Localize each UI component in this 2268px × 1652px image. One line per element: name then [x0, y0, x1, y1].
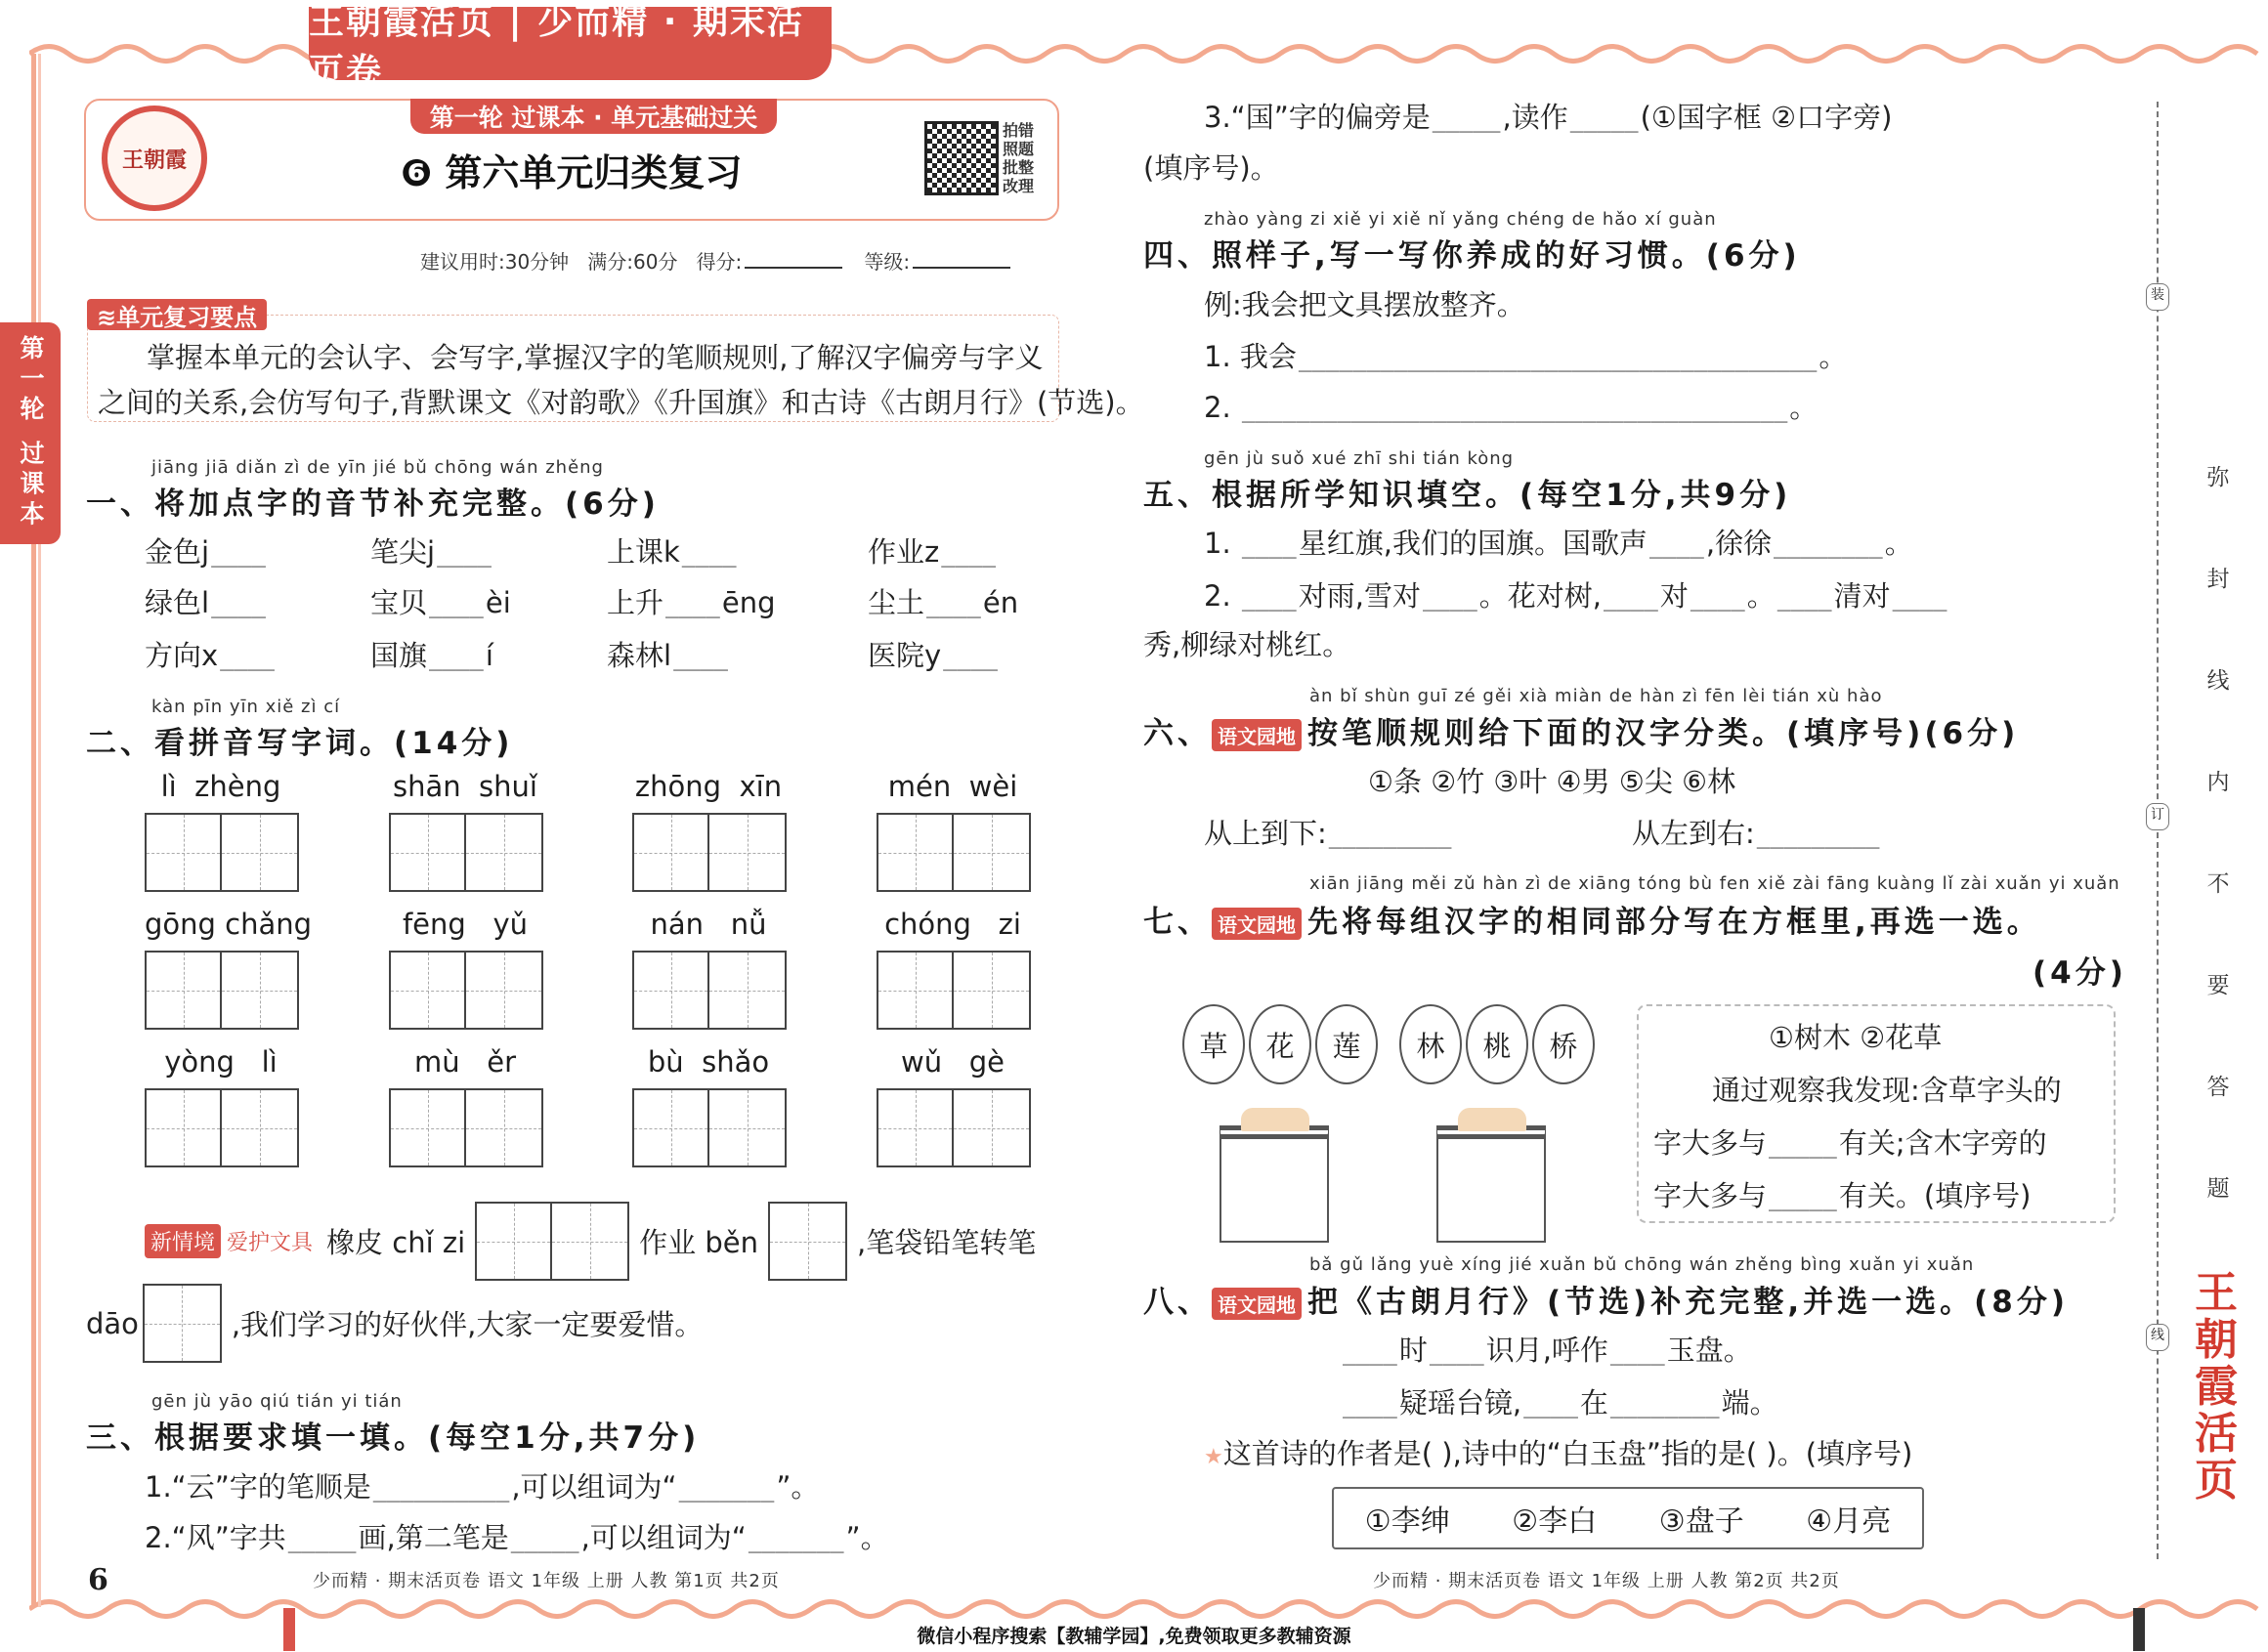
- s5-line-2: [1204, 574, 1948, 614]
- text-segment: (①国字框 ②口字旁): [1640, 101, 1893, 134]
- grid-cell[interactable]: [878, 815, 954, 890]
- text-segment: 端。: [1721, 1386, 1778, 1419]
- binding-mark-1: 装: [2146, 283, 2169, 311]
- answer-grid[interactable]: [877, 1088, 1031, 1167]
- grid-cell[interactable]: [147, 815, 222, 890]
- brand-logo: 王朝霞: [102, 106, 207, 211]
- text-segment: 2.: [1204, 579, 1240, 613]
- text-segment: 金色j: [145, 535, 210, 569]
- answer-blank[interactable]: ____: [220, 645, 276, 671]
- grid-cell[interactable]: [634, 815, 709, 890]
- text-segment: 画,第二笔是: [358, 1521, 509, 1554]
- pinyin-fill-item: [868, 581, 1018, 621]
- grid-cell[interactable]: [391, 953, 466, 1028]
- s7-heading: 先将每组汉字的相同部分写在方框里,再选一选。: [1307, 905, 2041, 940]
- answer-grid[interactable]: [389, 951, 543, 1030]
- answer-blank[interactable]: ____: [1241, 585, 1297, 612]
- s4-heading: 四、照样子,写一写你养成的好习惯。(6分): [1143, 238, 1801, 274]
- answer-blank[interactable]: _____: [1769, 1185, 1837, 1211]
- s6-options: ①条 ②竹 ③叶 ④男 ⑤尖 ⑥林: [1368, 765, 1736, 798]
- balloon: 林: [1399, 1004, 1462, 1084]
- balloon: 花: [1249, 1004, 1311, 1084]
- new-context-badge: 新情境: [145, 1224, 221, 1258]
- grid-cell[interactable]: [466, 1090, 541, 1165]
- bottom-note: 微信小程序搜索【教辅学园】,免费领取更多教辅资源: [917, 1626, 1351, 1647]
- footer-right: 少而精 · 期末活页卷 语文 1年级 上册 人教 第2页 共2页: [1373, 1571, 1840, 1591]
- balloon: 莲: [1315, 1004, 1378, 1084]
- text-segment: 字大多与: [1653, 1126, 1768, 1160]
- s3-pinyin: gēn jù yāo qiú tián yi tián: [151, 1391, 403, 1412]
- poem-line-1: [1341, 1329, 1752, 1369]
- answer-blank[interactable]: ____: [1604, 585, 1658, 612]
- text-segment: 对雨,雪对: [1298, 579, 1421, 613]
- binding-mark-3: 线: [2146, 1324, 2169, 1351]
- context-c: ,笔袋铅笔转笔: [857, 1226, 1037, 1259]
- answer-blank[interactable]: ____: [1343, 1339, 1397, 1366]
- s2-pinyin: kàn pīn yīn xiě zì cí: [151, 697, 341, 717]
- word-pinyin: yòng lì: [164, 1045, 278, 1079]
- s5-heading: 五、根据所学知识填空。(每空1分,共9分): [1143, 478, 1792, 513]
- word-pinyin: mù ěr: [413, 1045, 517, 1079]
- text-segment: 。: [1884, 527, 1913, 560]
- full-score-label: 满分:60分: [587, 250, 678, 274]
- word-pinyin: wǔ gè: [900, 1045, 1005, 1079]
- exam-info: [420, 246, 1013, 275]
- text-segment: 识月,呼作: [1485, 1334, 1608, 1367]
- s5-line-3: 秀,柳绿对桃红。: [1143, 628, 1351, 661]
- seal-char: 不: [2206, 871, 2230, 897]
- grid-cell[interactable]: [709, 953, 785, 1028]
- text-segment: 。: [1746, 579, 1776, 613]
- grid-cell[interactable]: [709, 1090, 785, 1165]
- context-line: [145, 1202, 1036, 1281]
- grade-blank[interactable]: [913, 248, 1010, 269]
- text-segment: 有关;含木字旁的: [1838, 1126, 2047, 1160]
- text-segment: 对: [1659, 579, 1689, 613]
- grid-cell[interactable]: [391, 1090, 466, 1165]
- s7-t1: 通过观察我发现:含草字头的: [1712, 1074, 2062, 1107]
- s3-heading: 三、根据要求填一填。(每空1分,共7分): [86, 1420, 701, 1456]
- s7-score: (4分): [2033, 955, 2127, 991]
- s8-question-text: 这首诗的作者是( ),诗中的“白玉盘”指的是( )。(填序号): [1222, 1437, 1913, 1470]
- text-segment: 绿色l: [145, 586, 210, 619]
- answer-blank[interactable]: ________________________________________: [1241, 397, 1788, 423]
- word-pinyin: lì zhèng: [160, 770, 281, 803]
- star-icon: ★: [1204, 1445, 1223, 1469]
- series-banner: 王朝霞活页 | 少而精 · 期末活页卷: [309, 7, 832, 80]
- s2-heading: 二、看拼音写字词。(14分): [86, 726, 514, 761]
- s8-options-box: [1332, 1487, 1924, 1549]
- grid-cell[interactable]: [634, 1090, 709, 1165]
- text-segment: 1.: [1204, 527, 1240, 560]
- grid-cell[interactable]: [391, 815, 466, 890]
- pinyin-fill-item: [607, 530, 739, 571]
- answer-blank[interactable]: ________: [1774, 532, 1883, 559]
- answer-blank[interactable]: ____: [681, 541, 737, 568]
- seal-char: 内: [2206, 770, 2230, 795]
- word-pinyin: bù shǎo: [647, 1045, 770, 1079]
- text-segment: ,可以组词为“: [580, 1521, 747, 1554]
- context-topic: 爱护文具: [227, 1231, 314, 1255]
- seal-char: 题: [2206, 1176, 2230, 1202]
- score-label: 得分:: [696, 250, 743, 274]
- answer-blank[interactable]: ________: [1609, 1392, 1720, 1419]
- text-segment: ,可以组词为“: [511, 1470, 677, 1504]
- text-segment: 尘土: [868, 586, 925, 619]
- text-segment: ”。: [845, 1521, 889, 1554]
- grid-cell[interactable]: [954, 953, 1029, 1028]
- text-segment: í: [485, 639, 493, 672]
- s3-q1: [145, 1465, 819, 1505]
- s7-choices: ①树木 ②花草: [1769, 1021, 1943, 1054]
- s8-pinyin: bǎ gǔ lǎng yuè xíng jié xuǎn bǔ chōng wán zhěng bìng xuǎn yi xuǎn: [1309, 1254, 1975, 1275]
- word-pinyin: shān shuǐ: [392, 770, 537, 803]
- text-segment: ,读作: [1502, 101, 1568, 134]
- text-segment: ”。: [776, 1470, 820, 1504]
- answer-blank[interactable]: _________: [1328, 823, 1452, 849]
- s6-pinyin: àn bǐ shùn guī zé gěi xià miàn de hàn zì fēn lèi tián xù hào: [1309, 686, 1883, 706]
- answer-blank[interactable]: _____: [1432, 106, 1501, 133]
- text-segment: 在: [1579, 1386, 1608, 1419]
- text-segment: 笔尖j: [370, 535, 436, 569]
- answer-blank[interactable]: _______: [678, 1476, 775, 1503]
- text-segment: 字大多与: [1653, 1179, 1768, 1212]
- s1-heading: 一、将加点字的音节补充完整。(6分): [86, 487, 660, 522]
- footer-left: 少而精 · 期末活页卷 语文 1年级 上册 人教 第1页 共2页: [313, 1571, 780, 1591]
- option-4: ④月亮: [1806, 1504, 1892, 1539]
- text-segment: 森林l: [607, 639, 672, 672]
- grid-cell[interactable]: [634, 953, 709, 1028]
- text-segment: 疑瑶台镜,: [1398, 1386, 1522, 1419]
- answer-grid[interactable]: [877, 813, 1031, 892]
- word-pinyin: mén wèi: [887, 770, 1018, 803]
- qr-caption: 拍错照题批整改理: [1003, 121, 1035, 195]
- answer-blank[interactable]: ____: [437, 541, 492, 568]
- answer-blank[interactable]: ____: [1776, 585, 1832, 612]
- pinyin-fill-item: [145, 634, 277, 674]
- text-segment: 方向x: [145, 639, 219, 672]
- answer-blank[interactable]: ____: [1343, 1392, 1397, 1419]
- text-segment: 有关。(填序号): [1838, 1179, 2032, 1212]
- text-segment: 1. 我会: [1204, 340, 1297, 373]
- grid-cell[interactable]: [709, 815, 785, 890]
- answer-blank[interactable]: __________: [372, 1476, 510, 1503]
- answer-blank[interactable]: _____: [510, 1527, 579, 1553]
- answer-blank[interactable]: ____: [429, 592, 484, 618]
- s8-heading: 把《古朗月行》(节选)补充完整,并选一选。(8分): [1307, 1285, 2070, 1320]
- grid-cell[interactable]: [878, 953, 954, 1028]
- answer-blank[interactable]: _____: [1569, 106, 1639, 133]
- s7-t2: [1653, 1122, 2047, 1162]
- option-2: ②李白: [1512, 1504, 1598, 1539]
- text-segment: 。花对树,: [1478, 579, 1603, 613]
- s6-badge: 语文园地: [1212, 719, 1302, 751]
- answer-blank[interactable]: ____: [1241, 532, 1297, 559]
- text-segment: 。: [1789, 391, 1819, 424]
- pinyin-fill-item: [370, 581, 511, 621]
- answer-grid[interactable]: [145, 951, 299, 1030]
- score-blank[interactable]: [745, 248, 842, 269]
- s8-badge: 语文园地: [1212, 1288, 1302, 1320]
- pinyin-fill-item: [868, 530, 998, 571]
- answer-blank[interactable]: _________: [1756, 823, 1880, 849]
- text-segment: 2.: [1204, 391, 1240, 424]
- answer-blank[interactable]: _______: [748, 1527, 844, 1553]
- text-segment: 星红旗,我们的国旗。国歌声: [1298, 527, 1648, 560]
- answer-blank[interactable]: ____: [1523, 1392, 1578, 1419]
- context-b: 作业 běn: [639, 1226, 758, 1259]
- s6-num: 六、: [1143, 716, 1212, 751]
- context-e: ,我们学习的好伙伴,大家一定要爱惜。: [231, 1308, 704, 1341]
- answer-blank[interactable]: ____: [1609, 1339, 1665, 1366]
- bow-icon: [1458, 1108, 1526, 1131]
- seal-char: 要: [2206, 973, 2230, 998]
- s7-num: 七、: [1143, 905, 1212, 940]
- text-segment: 。: [1819, 340, 1848, 373]
- text-segment: 3.“国”字的偏旁是: [1204, 101, 1431, 134]
- text-segment: 上升: [607, 586, 664, 619]
- text-segment: 2.“风”字共: [145, 1521, 286, 1554]
- answer-grid[interactable]: [632, 951, 787, 1030]
- pinyin-fill-item: [607, 581, 776, 621]
- answer-blank[interactable]: ____: [1690, 585, 1745, 612]
- answer-grid[interactable]: [143, 1284, 222, 1363]
- s4-line-2: [1204, 386, 1818, 426]
- grid-cell[interactable]: [147, 1090, 222, 1165]
- seal-char: 答: [2206, 1075, 2230, 1100]
- seal-char: 封: [2206, 567, 2230, 592]
- word-pinyin: chóng zi: [884, 908, 1021, 941]
- s3-q3-note: (填序号)。: [1143, 151, 1279, 185]
- answer-grid[interactable]: [632, 813, 787, 892]
- grid-cell[interactable]: [954, 1090, 1029, 1165]
- option-3: ③盘子: [1658, 1504, 1744, 1539]
- text-segment: 医院y: [868, 639, 942, 672]
- page-title: [401, 143, 742, 196]
- s7-badge: 语文园地: [1212, 908, 1302, 940]
- answer-grid[interactable]: [877, 951, 1031, 1030]
- text-segment: ēng: [721, 586, 776, 619]
- summary-tag: ≋单元复习要点: [87, 299, 267, 330]
- s3-q2: [145, 1516, 889, 1556]
- text-segment: én: [982, 586, 1019, 619]
- s5-pinyin: gēn jù suǒ xué zhī shi tián kòng: [1204, 448, 1515, 469]
- word-pinyin: fēng yǔ: [402, 908, 529, 941]
- summary-line-2: 之间的关系,会仿写句子,背默课文《对韵歌》《升国旗》和古诗《古朗月行》(节选)。: [98, 386, 1144, 419]
- s8-question: [1204, 1432, 1912, 1472]
- grid-cell[interactable]: [466, 953, 541, 1028]
- pinyin-fill-item: [370, 634, 493, 674]
- answer-blank[interactable]: ____: [1422, 585, 1477, 612]
- text-segment: 从左到右:: [1632, 817, 1755, 850]
- grid-cell[interactable]: [147, 953, 222, 1028]
- pinyin-fill-item: [607, 634, 730, 674]
- s8-heading-row: [1143, 1277, 2069, 1321]
- text-segment: 玉盘。: [1666, 1334, 1752, 1367]
- text-segment: 作业z: [868, 535, 940, 569]
- grid-cell[interactable]: [222, 953, 297, 1028]
- answer-blank[interactable]: ____: [926, 592, 981, 618]
- balloon: 草: [1182, 1004, 1245, 1084]
- answer-blank[interactable]: ____: [1648, 532, 1704, 559]
- s4-example: 例:我会把文具摆放整齐。: [1204, 288, 1525, 321]
- answer-blank[interactable]: ____: [943, 645, 999, 671]
- answer-blank[interactable]: ____: [211, 541, 266, 568]
- round-label: 第一轮 过课本 · 单元基础过关: [410, 99, 777, 134]
- pinyin-fill-item: [145, 530, 268, 571]
- poem-line-2: [1341, 1381, 1778, 1421]
- bow-icon: [1241, 1108, 1309, 1131]
- answer-blank[interactable]: _____: [287, 1527, 357, 1553]
- s6-heading: 按笔顺规则给下面的汉字分类。(填序号)(6分): [1307, 716, 2020, 751]
- text-segment: 上课k: [607, 535, 680, 569]
- text-segment: 1.“云”字的笔顺是: [145, 1470, 371, 1504]
- s1-pinyin: jiāng jiā diǎn zì de yīn jié bǔ chōng wán zhěng: [151, 457, 604, 478]
- option-1: ①李绅: [1364, 1504, 1450, 1539]
- gift-box-answer[interactable]: [1220, 1125, 1329, 1243]
- text-segment: 国旗: [370, 639, 428, 672]
- qr-code-icon: [924, 121, 999, 195]
- s6-heading-row: [1143, 708, 2019, 752]
- answer-blank[interactable]: ____: [1892, 585, 1947, 612]
- answer-blank[interactable]: ____: [1429, 1339, 1484, 1366]
- text-segment: 宝贝: [370, 586, 428, 619]
- seal-char: 线: [2206, 668, 2230, 694]
- answer-blank[interactable]: ____: [673, 645, 728, 671]
- seal-char: 弥: [2206, 465, 2230, 490]
- s7-pinyin: xiān jiāng měi zǔ hàn zì de xiāng tóng bù fen xiě zài fāng kuàng lǐ zài xuǎn yi xuǎn: [1309, 873, 2120, 894]
- round-side-tab: 第一轮 过课本: [0, 322, 61, 544]
- bottom-wave-border: [29, 1594, 2268, 1624]
- text-segment: 清对: [1833, 579, 1891, 613]
- brand-vertical-logo: 王朝霞活页: [2195, 1268, 2238, 1505]
- context-a: 橡皮 chǐ zi: [326, 1226, 466, 1259]
- s7-t3: [1653, 1174, 2031, 1214]
- s8-num: 八、: [1143, 1285, 1212, 1320]
- text-segment: ,徐徐: [1705, 527, 1773, 560]
- s6-left-right: [1632, 812, 1881, 852]
- answer-blank[interactable]: _____: [1769, 1132, 1837, 1159]
- page-number: 6: [88, 1563, 108, 1597]
- s4-pinyin: zhào yàng zi xiě yi xiě nǐ yǎng chéng de hǎo xí guàn: [1204, 209, 1717, 230]
- unit-number: ❻: [401, 151, 433, 194]
- word-pinyin: zhōng xīn: [634, 770, 783, 803]
- grid-cell[interactable]: [222, 815, 297, 890]
- answer-blank[interactable]: ____: [211, 592, 266, 618]
- s7-heading-row: [1143, 897, 2041, 941]
- s5-line-1: [1204, 522, 1913, 562]
- word-pinyin: gōng chǎng: [145, 908, 313, 941]
- left-wave-border: [31, 54, 41, 1607]
- s3-q3: [1204, 96, 1892, 136]
- answer-grid[interactable]: [389, 1088, 543, 1167]
- time-label: 建议用时:30分钟: [420, 250, 570, 274]
- answer-grid[interactable]: [475, 1202, 629, 1281]
- answer-blank[interactable]: ____: [429, 645, 484, 671]
- grade-label: 等级:: [864, 250, 911, 274]
- pinyin-fill-item: [145, 581, 268, 621]
- answer-blank[interactable]: ____: [941, 541, 997, 568]
- title-text: 第六单元归类复习: [445, 151, 743, 194]
- answer-grid[interactable]: [145, 1088, 299, 1167]
- text-segment: èi: [485, 586, 511, 619]
- s6-top-bottom: [1204, 812, 1453, 852]
- grid-cell[interactable]: [466, 815, 541, 890]
- grid-cell[interactable]: [954, 815, 1029, 890]
- answer-grid[interactable]: [632, 1088, 787, 1167]
- pinyin-fill-item: [370, 530, 493, 571]
- grid-cell[interactable]: [878, 1090, 954, 1165]
- context-d: dāo: [86, 1306, 139, 1340]
- balloon: 桃: [1466, 1004, 1528, 1084]
- answer-blank[interactable]: ______________________________________: [1298, 346, 1818, 372]
- answer-grid[interactable]: [389, 813, 543, 892]
- binding-mark-2: 订: [2146, 803, 2169, 830]
- context-line-2: [86, 1284, 703, 1363]
- text-segment: 从上到下:: [1204, 817, 1327, 850]
- s4-line-1: [1204, 335, 1847, 375]
- answer-grid[interactable]: [145, 813, 299, 892]
- word-pinyin: nán nǚ: [650, 908, 767, 941]
- text-segment: 时: [1398, 1334, 1428, 1367]
- answer-blank[interactable]: ____: [665, 592, 720, 618]
- gift-box-answer[interactable]: [1436, 1125, 1546, 1243]
- answer-grid[interactable]: [768, 1202, 847, 1281]
- summary-line-1: 掌握本单元的会认字、会写字,掌握汉字的笔顺规则,了解汉字偏旁与字义: [147, 341, 1044, 374]
- balloon: 桥: [1532, 1004, 1595, 1084]
- pinyin-fill-item: [868, 634, 1000, 674]
- grid-cell[interactable]: [222, 1090, 297, 1165]
